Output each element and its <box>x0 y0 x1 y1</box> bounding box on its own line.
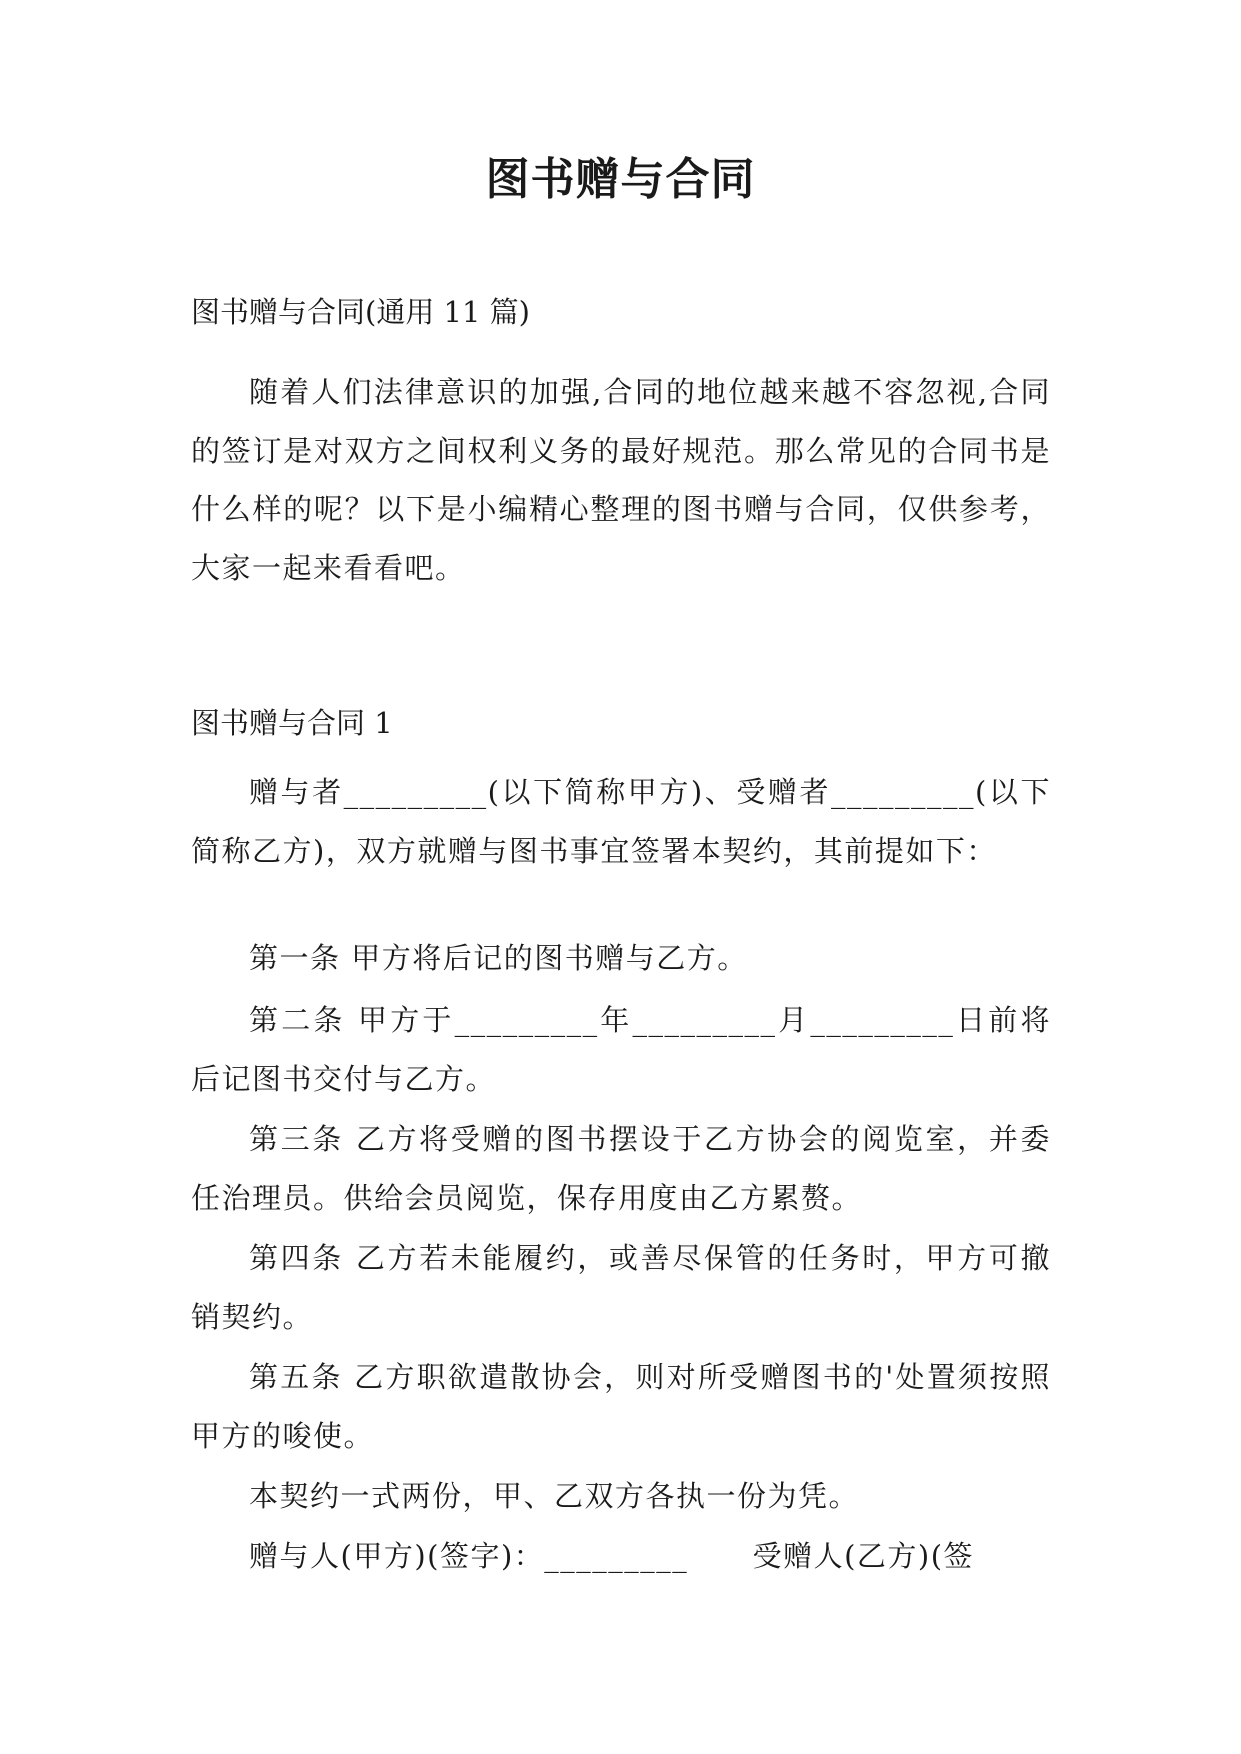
document-title: 图书赠与合同 <box>485 154 756 205</box>
contract-preamble: 赠与者_________(以下简称甲方)、受赠者_________(以下简称乙方)，双方就赠与图书事宜签署本契约，其前提如下： <box>191 775 1051 868</box>
intro-paragraph: 随着人们法律意识的加强,合同的地位越来越不容忽视,合同的签订是对双方之间权利义务的最好规范。那么常见的合同书是什么样的呢？以下是小编精心整理的图书赠与合同，仅供参考，大家一起来看看吧。 <box>191 375 1051 585</box>
copies-clause: 本契约一式两份，甲、乙双方各执一份为凭。 <box>249 1479 860 1513</box>
section-heading-1: 图书赠与合同 1 <box>191 706 393 740</box>
article-4: 第四条 乙方若未能履约，或善尽保管的任务时，甲方可撤销契约。 <box>191 1241 1051 1334</box>
article-2: 第二条 甲方于_________年_________月_________日前将后记图书交付与乙方。 <box>191 1003 1051 1096</box>
document-subtitle: 图书赠与合同(通用 11 篇) <box>191 295 530 329</box>
signature-line: 赠与人(甲方)(签字)：_________ 受赠人(乙方)(签 <box>249 1539 975 1573</box>
article-5: 第五条 乙方职欲遣散协会，则对所受赠图书的'处置须按照甲方的唆使。 <box>191 1360 1051 1453</box>
article-3: 第三条 乙方将受赠的图书摆设于乙方协会的阅览室，并委任治理员。供给会员阅览，保存用度由乙方累赘。 <box>191 1122 1051 1215</box>
article-1: 第一条 甲方将后记的图书赠与乙方。 <box>249 941 748 975</box>
